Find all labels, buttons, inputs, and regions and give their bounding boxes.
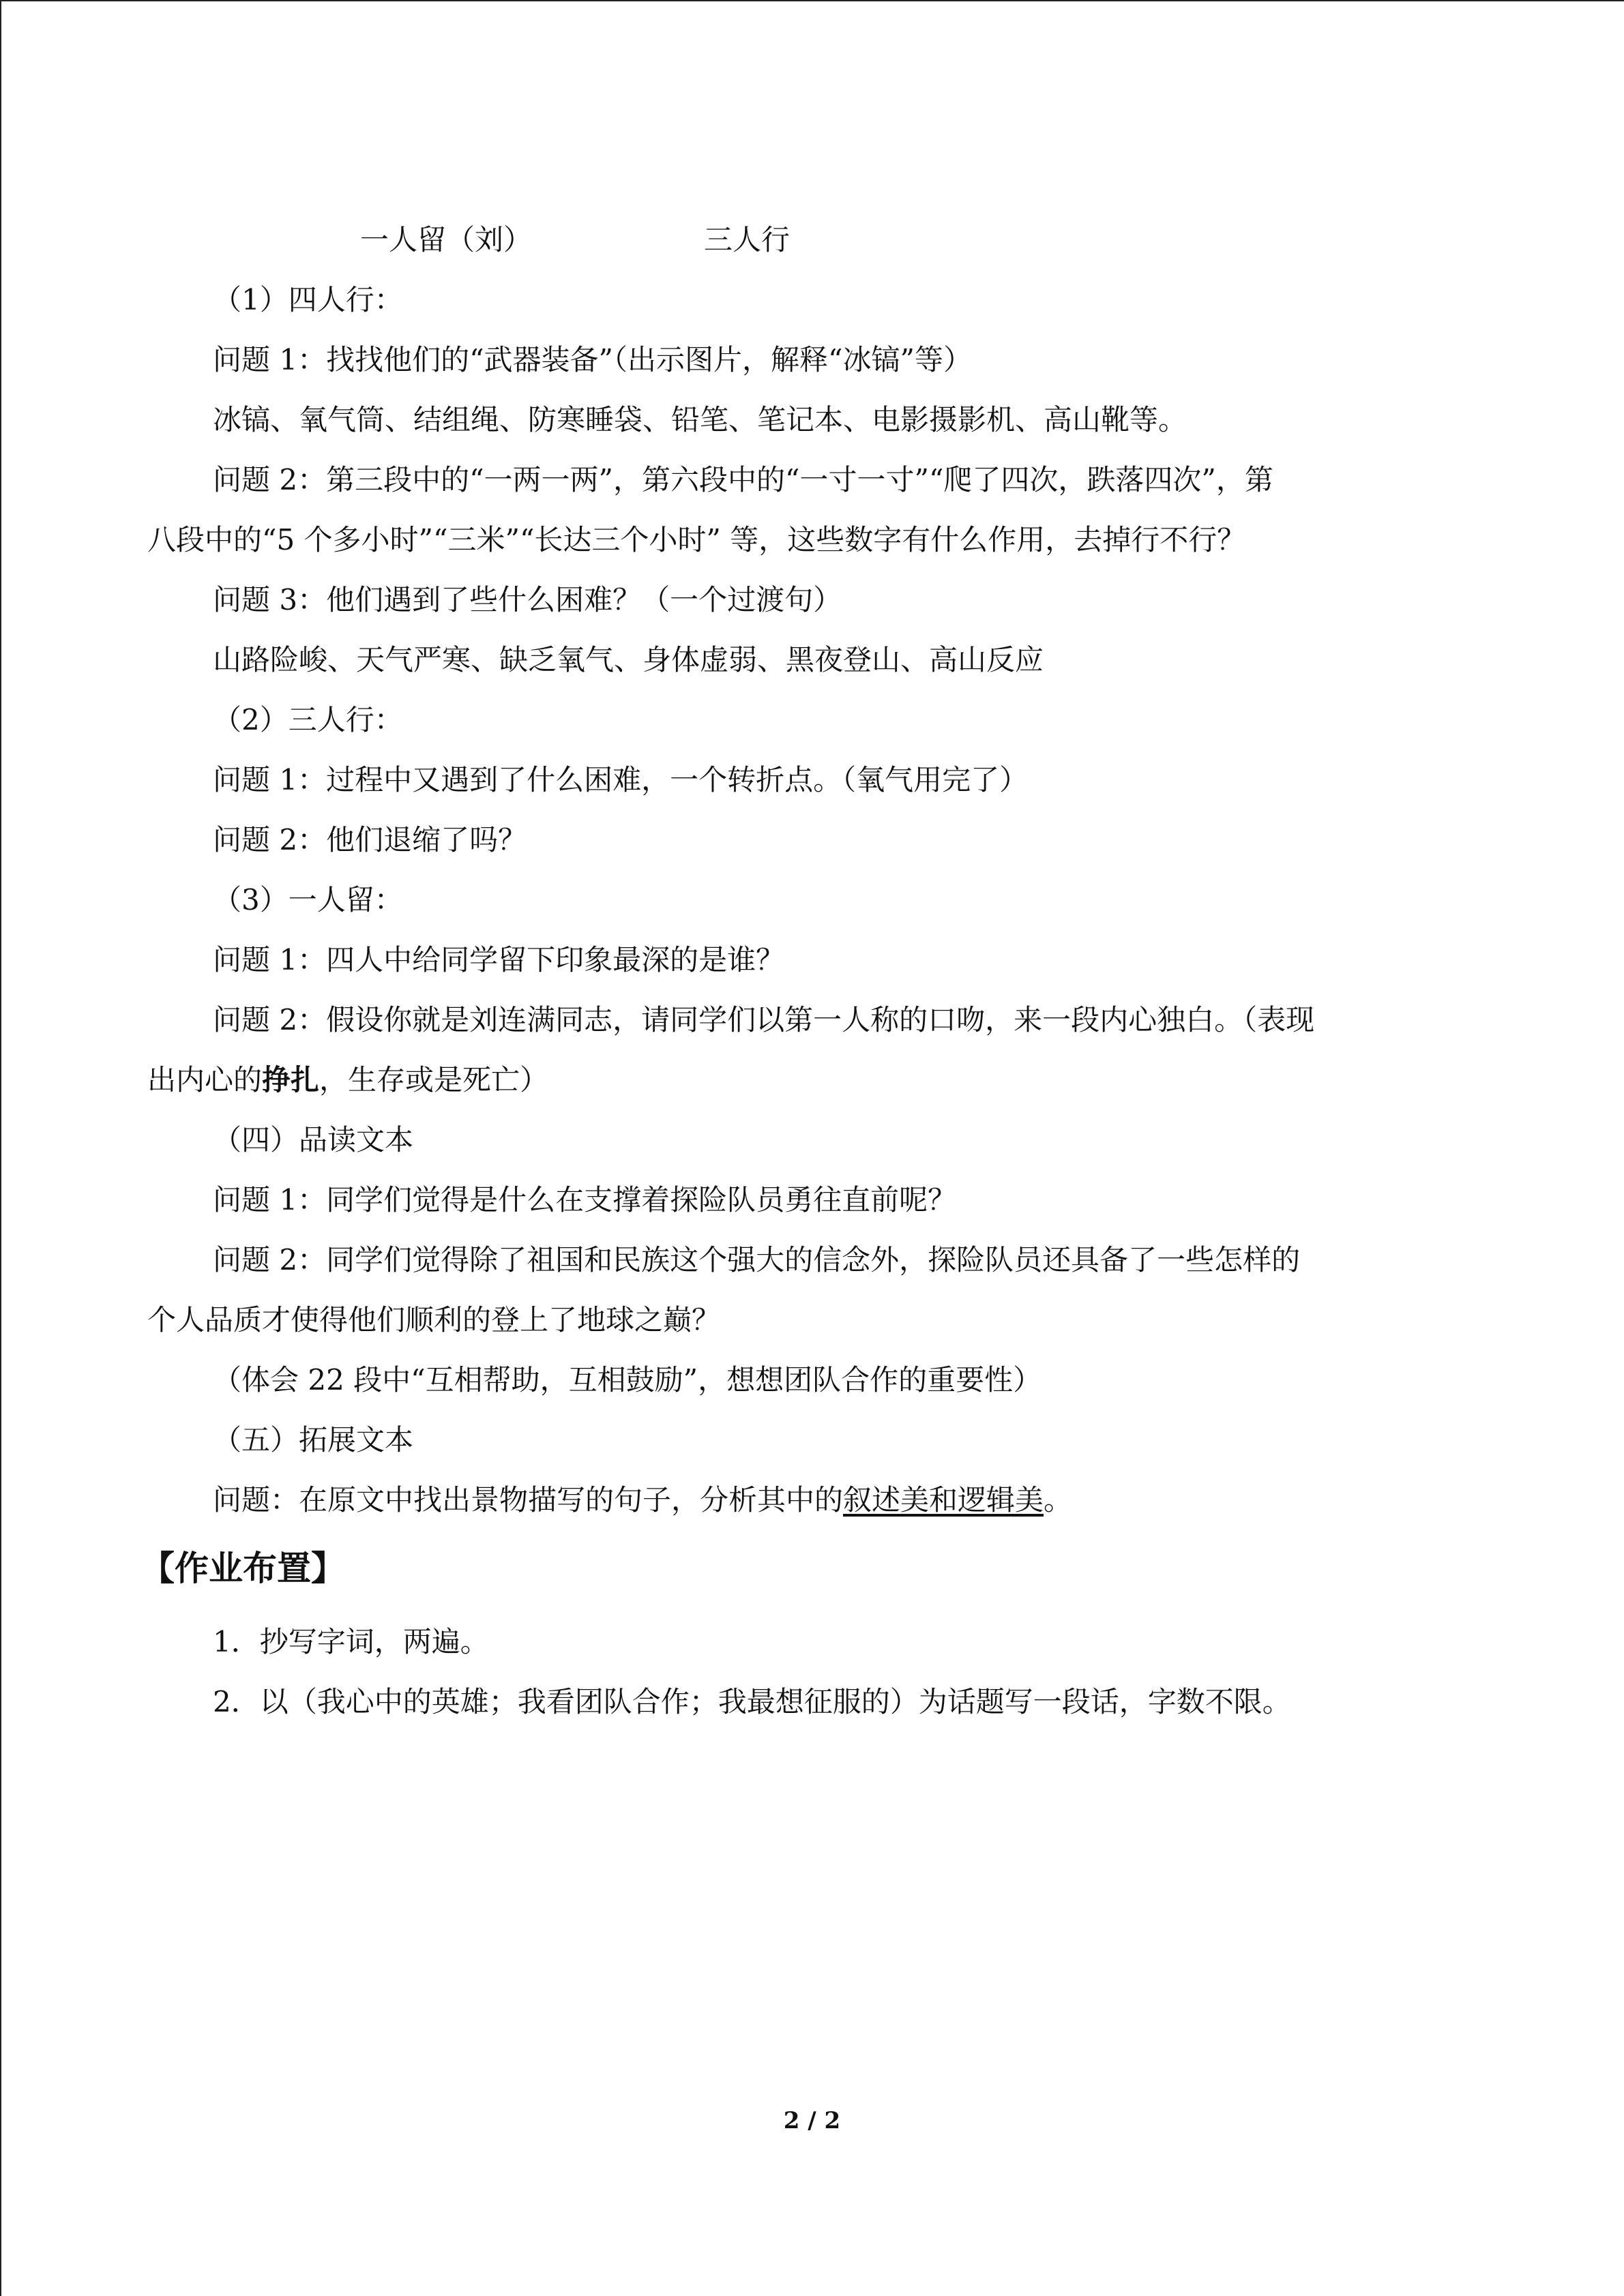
text-run: ，生存或是死亡）: [319, 1063, 549, 1097]
section-one-stay: （3）一人留：: [213, 883, 403, 916]
homework-item: 1．抄写字词，两遍。: [213, 1625, 489, 1658]
question-line: 问题 3：他们遇到了些什么困难？（一个过渡句）: [213, 583, 842, 616]
note-line: （体会 22 段中“互相帮助，互相鼓励”，想想团队合作的重要性）: [213, 1363, 1042, 1397]
answer-line: 山路险峻、天气严寒、缺乏氧气、身体虚弱、黑夜登山、高山反应: [213, 643, 1044, 676]
question-line: [147, 1470, 1484, 1530]
lesson-outline-row: [147, 210, 1484, 270]
question-line: 问题 2：他们退缩了吗？: [213, 823, 527, 856]
question-line: 问题 2：同学们觉得除了祖国和民族这个强大的信念外，探险队员还具备了一些怎样的: [213, 1243, 1301, 1277]
text-run: 出内心的: [147, 1063, 263, 1097]
homework-item: 2．以（我心中的英雄；我看团队合作；我最想征服的）为话题写一段话，字数不限。: [213, 1685, 1291, 1718]
document-body: [141, 210, 1484, 1732]
underlined-text-run: 叙述美和逻辑美: [843, 1483, 1044, 1517]
answer-line: 冰镐、氧气筒、结组绳、防寒睡袋、铅笔、笔记本、电影摄影机、高山靴等。: [213, 403, 1187, 436]
section-three-walk: （2）三人行：: [213, 703, 403, 736]
page-number: 2 / 2: [783, 2107, 841, 2134]
homework-heading: 【作业布置】: [141, 1549, 345, 1588]
question-line: 问题 1：找找他们的“武器装备”（出示图片，解释“冰镐”等）: [213, 343, 972, 376]
question-line: 问题 1：四人中给同学留下印象最深的是谁？: [213, 943, 785, 976]
question-line-continued: [147, 1050, 1484, 1110]
bold-text-run: 挣扎: [262, 1063, 320, 1097]
question-line: 问题 1：同学们觉得是什么在支撑着探险队员勇往直前呢？: [213, 1183, 957, 1217]
text-run: 问题：在原文中找出景物描写的句子，分析其中的: [213, 1483, 844, 1517]
question-line: 问题 2：第三段中的“一两一两”，第六段中的“一寸一寸”“爬了四次，跌落四次”，第: [213, 463, 1273, 496]
section-four-walk: （1）四人行：: [213, 283, 403, 316]
section-heading-extend: （五）拓展文本: [213, 1423, 414, 1457]
section-heading-read: （四）品读文本: [213, 1123, 414, 1157]
question-line: 问题 1：过程中又遇到了什么困难，一个转折点。（氧气用完了）: [213, 763, 1029, 796]
question-line-continued: 八段中的“5 个多小时”“三米”“长达三个小时” 等，这些数字有什么作用，去掉行不行？: [147, 523, 1246, 556]
question-line: 问题 2：假设你就是刘连满同志，请同学们以第一人称的口吻，来一段内心独白。（表现: [213, 1003, 1315, 1037]
outline-left: 一人留（刘）: [360, 223, 533, 256]
question-line-continued: 个人品质才使得他们顺利的登上了地球之巅？: [147, 1303, 721, 1337]
outline-right: 三人行: [704, 223, 791, 256]
text-run: 。: [1044, 1483, 1073, 1517]
